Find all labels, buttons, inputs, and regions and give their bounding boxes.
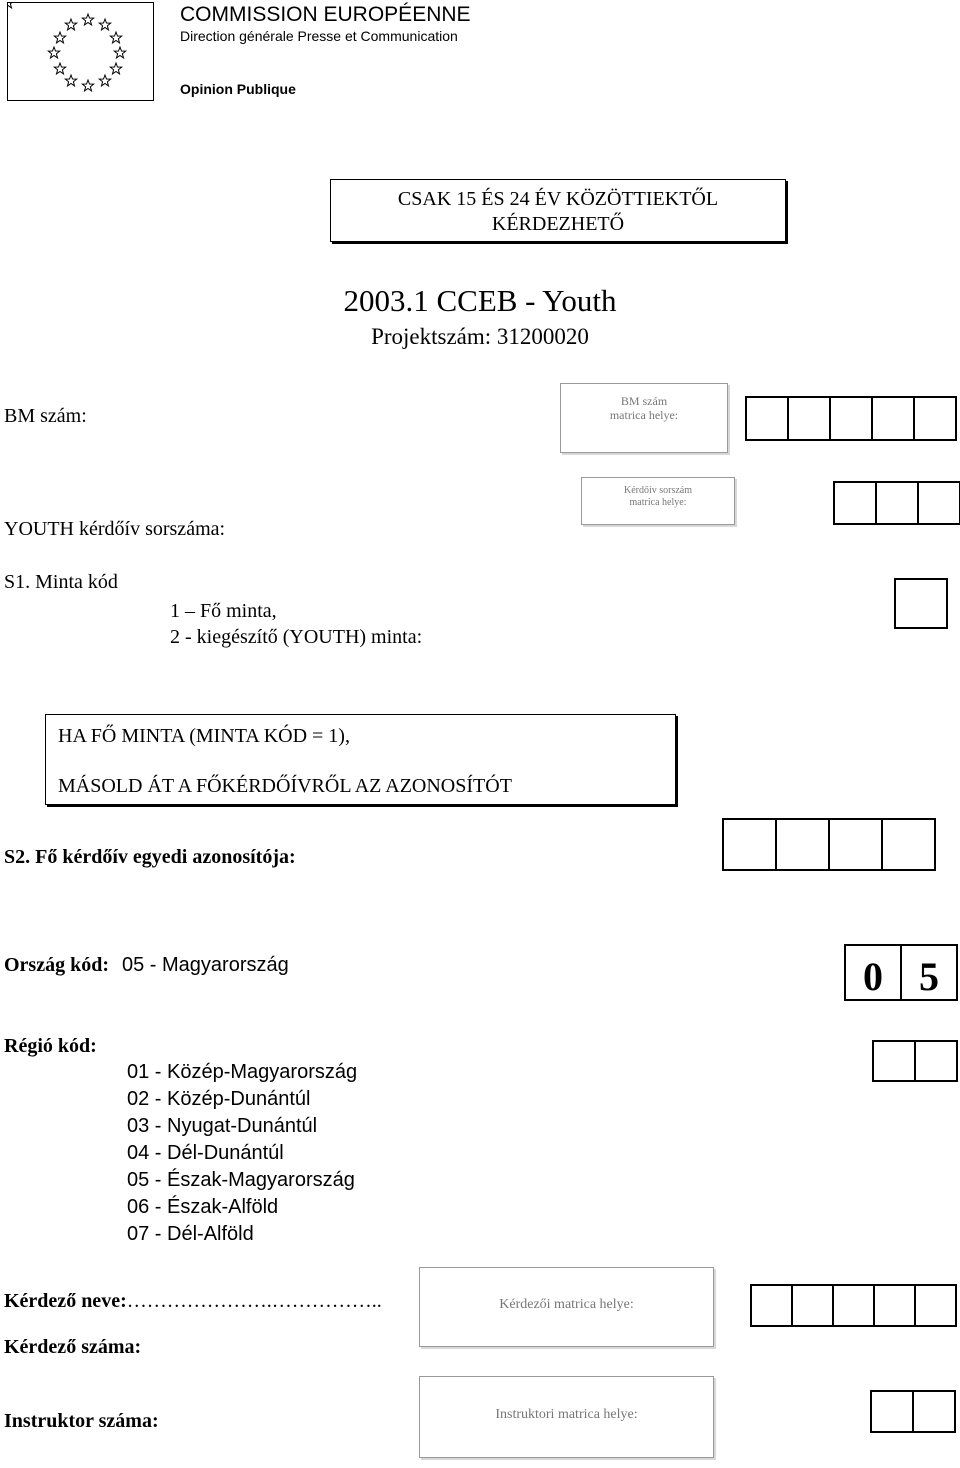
bm-sticker-text-line1: BM szám (620, 394, 668, 408)
region-option: 06 - Észak-Alföld (127, 1196, 279, 1218)
s2-id-box[interactable] (775, 818, 830, 871)
age-notice-line1: CSAK 15 ÉS 24 ÉV KÖZÖTTIEKTŐL (397, 188, 719, 210)
s2-id-box[interactable] (828, 818, 883, 871)
interviewer-number-box[interactable] (791, 1284, 834, 1327)
instructor-number-box[interactable] (912, 1390, 956, 1433)
interviewer-name-field[interactable]: ………………….…………….. (126, 1290, 382, 1312)
age-notice-line2: KÉRDEZHETŐ (491, 213, 625, 235)
youth-serial-sticker-area (581, 477, 735, 525)
region-code-boxes (872, 1040, 958, 1082)
survey-title: 2003.1 CCEB - Youth (343, 283, 617, 318)
s1-option-youth: 2 - kiegészítő (YOUTH) minta: (170, 626, 423, 648)
interviewer-number-box[interactable] (914, 1284, 957, 1327)
region-code-box[interactable] (872, 1040, 916, 1082)
country-code-value: 05 - Magyarország (122, 954, 289, 976)
interviewer-number-box[interactable] (832, 1284, 875, 1327)
youth-serial-label: YOUTH kérdőív sorszáma: (4, 518, 226, 540)
eu-flag-icon (7, 2, 154, 101)
instructor-number-label: Instruktor száma: (4, 1410, 159, 1432)
region-code-list (127, 1059, 357, 1248)
bm-box[interactable] (745, 396, 789, 441)
interviewer-number-box[interactable] (750, 1284, 793, 1327)
s1-option-main: 1 – Fő minta, (170, 600, 277, 622)
s2-id-box[interactable] (722, 818, 777, 871)
country-code-digit: 0 (844, 944, 902, 1001)
region-option: 05 - Észak-Magyarország (127, 1169, 355, 1191)
main-sample-notice-line2: MÁSOLD ÁT A FŐKÉRDŐÍVRŐL AZ AZONOSÍTÓT (58, 775, 512, 797)
youth-serial-box[interactable] (875, 481, 919, 525)
region-option: 03 - Nyugat-Dunántúl (127, 1115, 318, 1137)
youth-sticker-text-line1: Kérdőív sorszám (623, 485, 693, 496)
instructor-sticker-area (419, 1376, 714, 1458)
youth-serial-box[interactable] (833, 481, 877, 525)
interviewer-name-row (4, 1290, 382, 1313)
project-number: Projektszám: 31200020 (371, 324, 589, 349)
organization-name: COMMISSION EUROPÉENNE (180, 3, 471, 26)
instructor-number-box[interactable] (870, 1390, 914, 1433)
youth-serial-boxes (833, 481, 960, 525)
organization-unit: Opinion Publique (180, 81, 296, 97)
region-option: 02 - Közép-Dunántúl (127, 1088, 311, 1110)
bm-box[interactable] (829, 396, 873, 441)
interviewer-number-box[interactable] (873, 1284, 916, 1327)
bm-number-boxes (745, 396, 957, 441)
country-code-row (4, 954, 289, 977)
bm-sticker-text-line2: matrica helye: (609, 408, 679, 422)
interviewer-sticker-area (419, 1267, 714, 1347)
interviewer-name-label: Kérdező neve: (4, 1290, 127, 1312)
main-sample-notice (45, 714, 676, 805)
country-code-boxes (844, 944, 958, 1001)
region-option: 01 - Közép-Magyarország (127, 1061, 358, 1083)
youth-sticker-text-line2: matrica helye: (629, 497, 687, 508)
s2-id-box[interactable] (881, 818, 936, 871)
s2-main-questionnaire-id-label: S2. Fő kérdőív egyedi azonosítója: (4, 846, 296, 868)
bm-sticker-area (560, 383, 728, 453)
interviewer-number-label: Kérdező száma: (4, 1336, 142, 1358)
country-code-label: Ország kód: (4, 954, 109, 976)
region-option: 07 - Dél-Alföld (127, 1223, 254, 1245)
instructor-sticker-text: Instruktori matrica helye: (495, 1407, 638, 1422)
youth-serial-box[interactable] (917, 481, 960, 525)
bm-box[interactable] (871, 396, 915, 441)
country-code-digit: 5 (900, 944, 958, 1001)
main-sample-notice-line1: HA FŐ MINTA (MINTA KÓD = 1), (58, 725, 350, 747)
region-code-box[interactable] (914, 1040, 958, 1082)
age-restriction-notice (330, 179, 786, 242)
interviewer-sticker-text: Kérdezői matrica helye: (499, 1297, 634, 1312)
region-code-label: Régió kód: (4, 1035, 97, 1057)
s1-sample-code-label: S1. Minta kód (4, 571, 118, 593)
bm-box[interactable] (787, 396, 831, 441)
region-option: 04 - Dél-Dunántúl (127, 1142, 284, 1164)
organization-department: Direction générale Presse et Communication (180, 28, 458, 44)
s1-options (170, 598, 422, 650)
bm-number-label: BM szám: (4, 405, 87, 427)
s1-answer-box[interactable] (894, 578, 948, 629)
interviewer-number-boxes (750, 1284, 957, 1327)
instructor-number-boxes (870, 1390, 956, 1433)
bm-box[interactable] (913, 396, 957, 441)
s2-id-boxes (722, 818, 936, 871)
